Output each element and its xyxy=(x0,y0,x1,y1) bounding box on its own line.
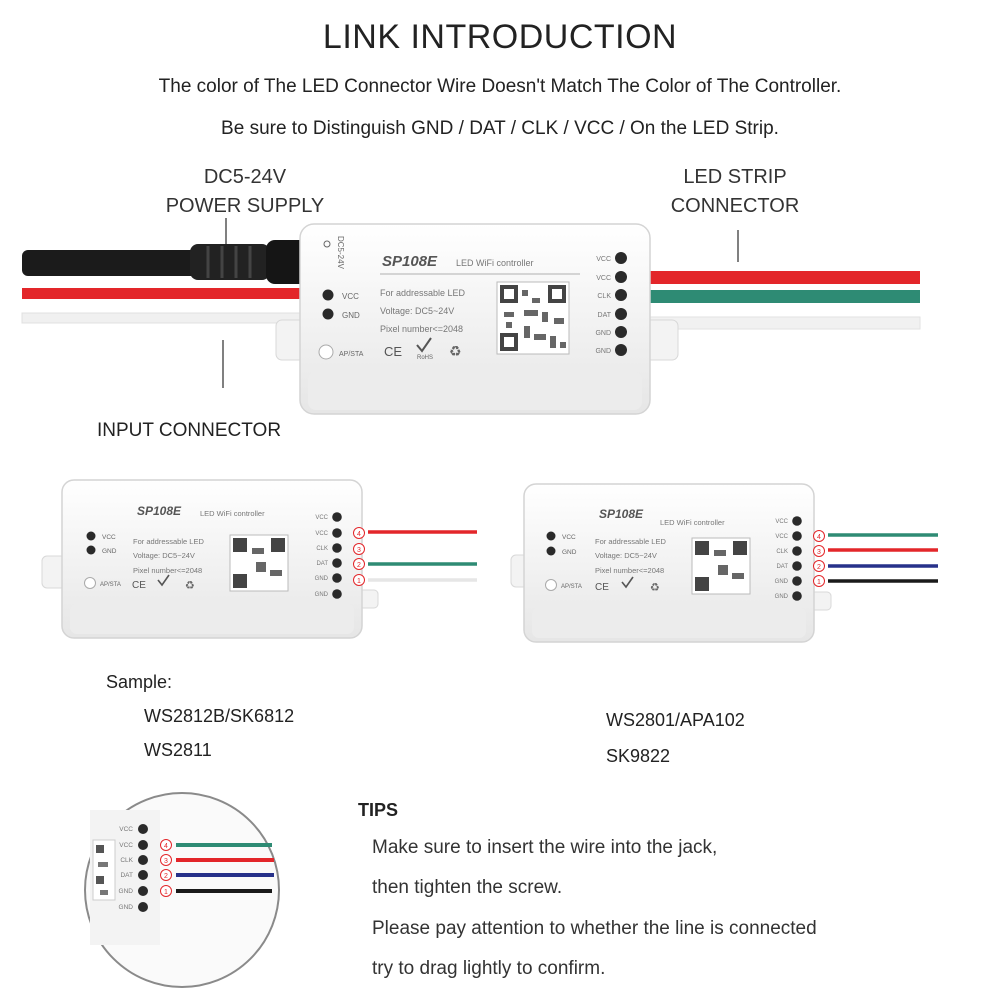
tips-line: then tighten the screw. xyxy=(372,877,563,898)
ce-mark: CE xyxy=(132,580,146,591)
info-voltage: Voltage: DC5~24V xyxy=(380,306,455,316)
info-voltage: Voltage: DC5~24V xyxy=(595,551,657,560)
tips-line: try to drag lightly to confirm. xyxy=(372,958,606,979)
sample-right-1: WS2801/APA102 xyxy=(606,710,745,730)
pin-terminal xyxy=(332,512,342,522)
info-addressable: For addressable LED xyxy=(133,537,204,546)
wire-number: 3 xyxy=(357,547,361,554)
info-pixel: Pixel number<=2048 xyxy=(133,566,203,575)
input-vcc-label: VCC xyxy=(562,534,576,541)
input-connector-label: INPUT CONNECTOR xyxy=(97,420,282,441)
recycle-icon: ♻ xyxy=(185,580,195,592)
wire-number: 2 xyxy=(164,873,168,880)
pin-label: GND xyxy=(118,904,133,911)
intro-line-1: The color of The LED Connector Wire Doesn't Match The Color of The Controller. xyxy=(158,76,842,97)
pin-terminal xyxy=(615,252,627,264)
pin-label: DAT xyxy=(120,872,133,879)
output-green-wire xyxy=(645,290,920,303)
wire-number: 3 xyxy=(817,549,821,556)
pin-terminal xyxy=(615,308,627,320)
pin-label: GND xyxy=(595,330,611,337)
pin-label: GND xyxy=(774,579,788,585)
controller-subtitle: LED WiFi controller xyxy=(456,258,534,268)
pin-terminal xyxy=(332,589,342,599)
left-controller xyxy=(42,480,378,638)
power-supply-text: POWER SUPPLY xyxy=(165,195,325,217)
pin-label: CLK xyxy=(776,549,788,555)
pin-terminal xyxy=(332,558,342,568)
input-vcc-label: VCC xyxy=(102,534,116,541)
pin-label: GND xyxy=(314,576,328,582)
pin-label: VCC xyxy=(119,842,133,849)
input-vcc-label: VCC xyxy=(342,292,359,301)
right-controller xyxy=(511,484,831,642)
input-gnd-label: GND xyxy=(562,549,577,556)
ap-sta-button xyxy=(319,345,333,359)
sample-heading: Sample: xyxy=(106,672,173,692)
wire-number: 3 xyxy=(164,858,168,865)
pin-terminal xyxy=(792,516,802,526)
connector-text: CONNECTOR xyxy=(670,195,800,217)
intro-line-2: Be sure to Distinguish GND / DAT / CLK / VCC / On the LED Strip. xyxy=(221,118,779,139)
wire-number: 4 xyxy=(817,534,821,541)
pin-label: DAT xyxy=(316,561,328,567)
qr-code-icon xyxy=(230,535,288,591)
pin-terminal xyxy=(792,561,802,571)
pin-terminal xyxy=(615,326,627,338)
pin-terminal xyxy=(615,271,627,283)
sample-left-2: WS2811 xyxy=(144,740,212,760)
controller-subtitle: LED WiFi controller xyxy=(200,509,265,518)
recycle-icon: ♻ xyxy=(449,343,462,359)
pin-label: VCC xyxy=(315,531,328,537)
tips-title: TIPS xyxy=(358,800,399,820)
page-title: LINK INTRODUCTION xyxy=(322,18,678,56)
model-name: SP108E xyxy=(599,507,644,521)
pin-label: DAT xyxy=(776,564,788,570)
qr-code-icon xyxy=(497,282,569,354)
pin-label: VCC xyxy=(596,256,611,263)
input-vcc-terminal xyxy=(323,290,334,301)
sample-right-2: SK9822 xyxy=(606,746,671,766)
pin-terminal xyxy=(792,531,802,541)
wire-number: 4 xyxy=(164,843,168,850)
pin-label: CLK xyxy=(120,857,133,864)
info-addressable: For addressable LED xyxy=(380,288,466,298)
rohs-label: RoHS xyxy=(417,355,434,361)
info-pixel: Pixel number<=2048 xyxy=(380,324,464,334)
input-gnd-label: GND xyxy=(342,311,360,320)
info-pixel: Pixel number<=2048 xyxy=(595,566,665,575)
info-addressable: For addressable LED xyxy=(595,537,666,546)
pin-terminal xyxy=(792,546,802,556)
pin-label: GND xyxy=(314,592,328,598)
wire-number: 2 xyxy=(357,562,361,569)
pin-terminal xyxy=(332,528,342,538)
pin-label: GND xyxy=(595,348,611,355)
pin-label: VCC xyxy=(119,826,133,833)
pin-terminal xyxy=(332,543,342,553)
tips-line: Make sure to insert the wire into the jack, xyxy=(372,837,718,858)
qr-code-icon xyxy=(93,840,115,900)
pin-label: GND xyxy=(118,888,133,895)
pin-label: CLK xyxy=(316,546,328,552)
pin-terminal xyxy=(792,576,802,586)
wire-number: 1 xyxy=(817,579,821,586)
recycle-icon: ♻ xyxy=(650,582,660,594)
zoom-detail xyxy=(85,793,279,987)
side-voltage-text: DC5-24V xyxy=(336,236,345,269)
ce-mark: CE xyxy=(384,344,403,359)
power-cable xyxy=(22,240,312,284)
pin-label: CLK xyxy=(597,293,611,300)
main-controller xyxy=(276,224,678,414)
output-white-wire xyxy=(645,317,920,329)
pin-terminal xyxy=(615,289,627,301)
ap-sta-label: AP/STA xyxy=(339,351,364,358)
input-red-wire xyxy=(22,288,312,299)
controller-subtitle: LED WiFi controller xyxy=(660,518,725,527)
pin-label: GND xyxy=(774,594,788,600)
output-red-wire xyxy=(645,271,920,284)
info-voltage: Voltage: DC5~24V xyxy=(133,551,195,560)
wire-number: 1 xyxy=(357,578,361,585)
led-strip-text: LED STRIP xyxy=(683,166,787,188)
pin-terminal xyxy=(615,344,627,356)
pin-label: VCC xyxy=(596,275,611,282)
pin-label: VCC xyxy=(315,515,328,521)
sample-left-1: WS2812B/SK6812 xyxy=(144,706,295,726)
model-name: SP108E xyxy=(137,504,182,518)
input-gnd-label: GND xyxy=(102,548,117,555)
ap-sta-label: AP/STA xyxy=(100,582,121,588)
ce-mark: CE xyxy=(595,582,609,593)
pin-terminal xyxy=(332,573,342,583)
ap-sta-label: AP/STA xyxy=(561,584,582,590)
input-white-wire xyxy=(22,313,312,323)
pin-label: VCC xyxy=(775,534,788,540)
wire-number: 1 xyxy=(164,889,168,896)
pin-terminal xyxy=(792,591,802,601)
power-voltage-text: DC5-24V xyxy=(203,166,287,188)
pin-label: VCC xyxy=(775,519,788,525)
pin-label: DAT xyxy=(597,312,611,319)
tips-line: Please pay attention to whether the line is connected xyxy=(372,918,817,939)
wire-number: 2 xyxy=(817,564,821,571)
wire-number: 4 xyxy=(357,531,361,538)
qr-code-icon xyxy=(692,538,750,594)
input-gnd-terminal xyxy=(323,309,334,320)
model-name: SP108E xyxy=(382,253,438,270)
